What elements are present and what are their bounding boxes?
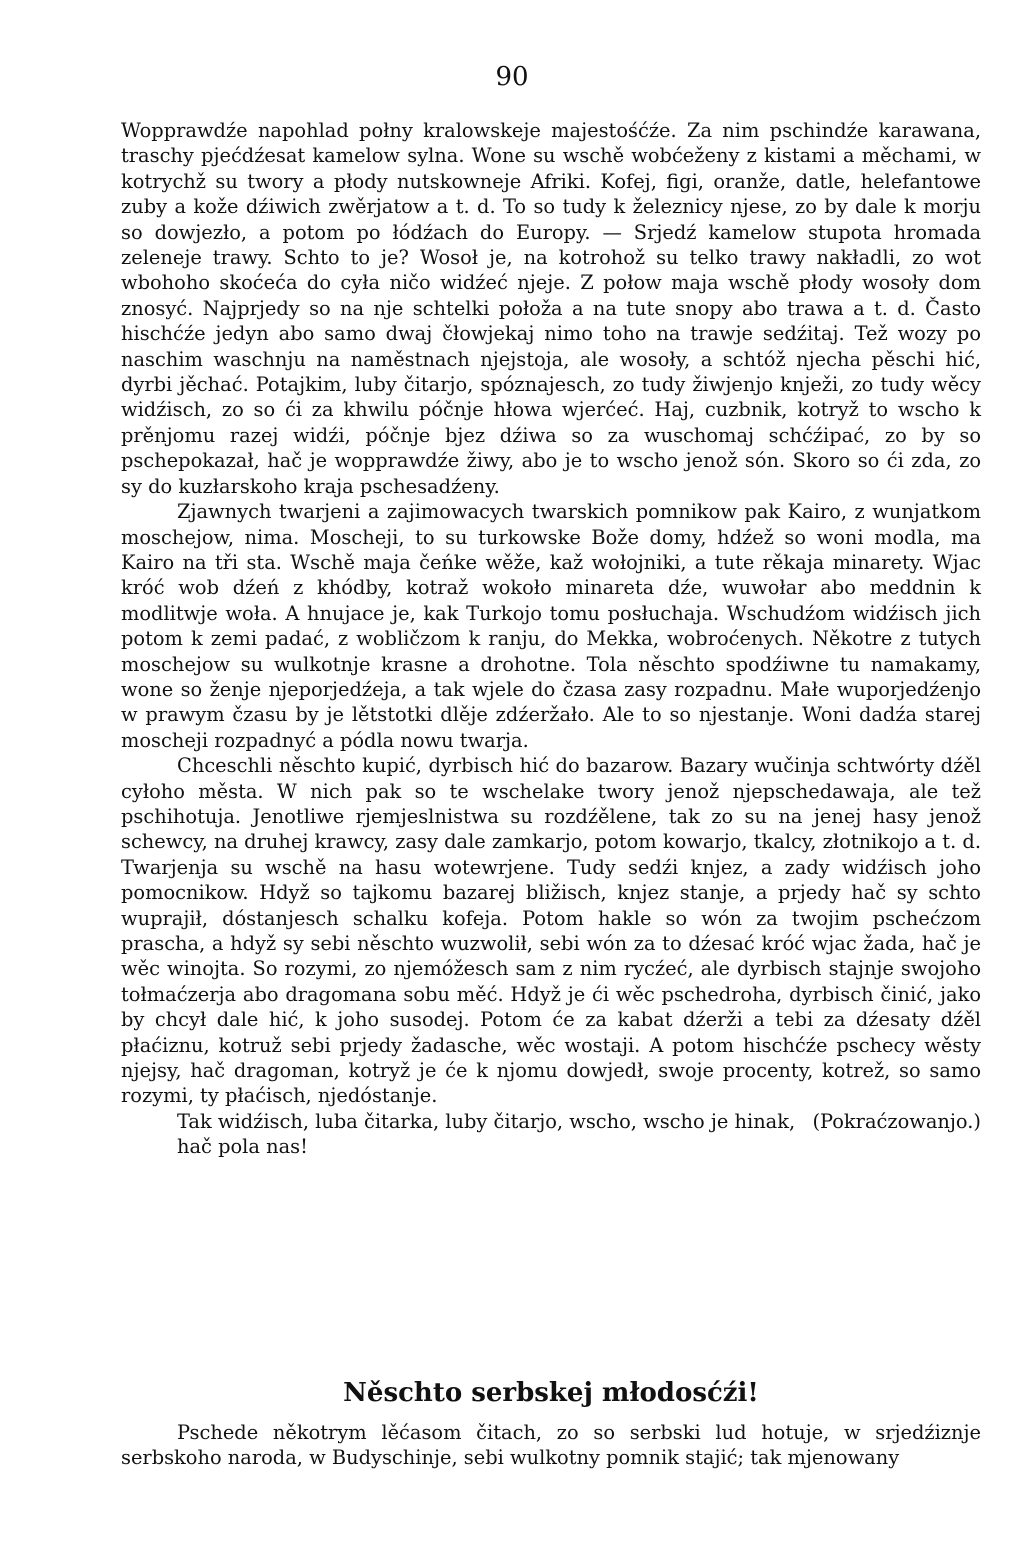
paragraph-3: Chceschli něschto kupić, dyrbisch hić do bazarow. Bazary wučinja schtwórty dźěl cyłoho města. W nich pak so te wschelake twory jenož njepschedawaja, ale tež pschihotuja. Jenotliwe rjemjeslnistwa su rozdźělene, tak zo su na jenej hasy jenož schewcy, na druhej krawcy, zasy dale zamkarjo, potom kowarjo, tkalcy, złotnikojo a t. d. Twarjenja su wschě na hasu wotewrjene. Tudy sedźi knjez, a zady widźisch joho pomocnikow. Hdyž so tajkomu bazarej bližisch, knjez stanje, a prjedy hač sy schto wuprajił, dóstanjesch schalku kofeja. Potom hakle so wón za twojim pschećzom prascha, a hdyž sy sebi něschto wuzwolił, sebi wón za to dźesać króć wjac žada, hač je wěc winojta. So rozymi, zo njemóžesch sam z nim rycźeć, ale dyrbisch stajnje swojoho tołmaćzerja abo dragomana sobu měć. Hdyž je ći wěc pschedroha, dyrbisch činić, jako by chcył dale hić, k joho susodej. Potom će za kabat dźerži a tebi za dźesaty dźěl płaćiznu, kotruž sebi prjedy žadasche, wěc wostaji. A potom hischćźe pschecy wěsty njejsy, hač dragoman, kotryž je će k njomu dowjedł, swoje procenty, kotrež, so samo rozymi, ty płaćisch, njedóstanje.: [121, 754, 981, 1108]
page-number: 90: [495, 62, 529, 92]
closing-row: [121, 1109, 981, 1160]
section-paragraph-1: Pschede někotrym lěćasom čitach, zo so serbski lud hotuje, w srjedźiznje serbskoho naroda, w Budyschinje, sebi wulkotny pomnik stajić; tak mjenowany: [121, 1421, 981, 1470]
continuation-note: (Pokraćzowanjo.): [812, 1109, 981, 1133]
article-body: [121, 118, 981, 1160]
section-body: [121, 1420, 981, 1471]
paragraph-1: Wopprawdźe napohlad połny kralowskeje majestośćźe. Za nim pschindźe karawana, traschy pjećdźesat kamelow sylna. Wone su wschě wobćeženy z kistami a měchami, w kotrychž su twory a płody nutskowneje Afriki. Kofej, figi, oranže, datle, helefantowe zuby a kože dźiwich zwěrjatow a t. d. To so tudy k železnicy njese, zo by dale k morju so dowjezło, a potom po łódźach do Europy. — Srjedź kamelow stupota hromada zeleneje trawy. Schto to je? Wosoł je, na kotrohož su telko trawy nakładli, zo wot wbohoho skoćeća do cyła ničo widźeć njeje. Z połow maja wschě płody wosoły dom znosyć. Najprjedy so na nje schtelki połoža a na tute snopy abo trawa a t. d. Často hischćźe jedyn abo samo dwaj čłowjekaj nimo toho na trawje sedźitaj. Tež wozy po naschim waschnju na naměstnach njejstoja, ale wosoły, a schtóž njecha pěschi hić, dyrbi jěchać. Potajkim, luby čitarjo, spóznajesch, zo tudy žiwjenjo knježi, zo tudy wěcy widźisch, zo so ći za khwilu póčnje hłowa wjerćeć. Haj, cuzbnik, kotryž to wscho k prěnjomu razej widźi, póčnje bjez dźiwa so za wuschomaj schćźipać, zo by so pschepokazał, hač je wopprawdźe žiwy, abo je to wscho jenož són. Skoro so ći zda, zo sy do kuzłarskoho kraja pschesadźeny.: [121, 119, 981, 498]
closing-line: Tak widźisch, luba čitarka, luby čitarjo, wscho, wscho je hinak, hač pola nas!: [177, 1109, 796, 1159]
paragraph-2: Zjawnych twarjeni a zajimowacych twarskich pomnikow pak Kairo, z wunjatkom moschejow, nima. Moscheji, to su turkowske Bože domy, hdźež so woni modla, ma Kairo na tři sta. Wschě maja čeńke wěže, kaž wołojniki, a tute rěkaja minarety. Wjac króć wob dźeń z khódby, kotraž wokoło minareta dźe, wuwołar abo meddnin k modlitwje woła. A hnujace je, kak Turkojo tomu posłuchaja. Wschudźom widźisch jich potom k zemi padać, z wobličzom k ranju, do Mekka, wobroćenych. Někotre z tutych moschejow su wulkotnje krasne a drohotne. Tola něschto spodźiwne tu namakamy, wone so ženje njeporjedźeja, a tak wjele do čzasa zasy rozpadnu. Małe wuporjedźenjo w prawym čzasu by je lětstotki dlěje zdźeržało. Ale to so njestanje. Woni dadźa starej moscheji rozpadnyć a pódla nowu twarja.: [121, 500, 981, 752]
section-title: Něschto serbskej młodosćźi!: [343, 1378, 759, 1408]
